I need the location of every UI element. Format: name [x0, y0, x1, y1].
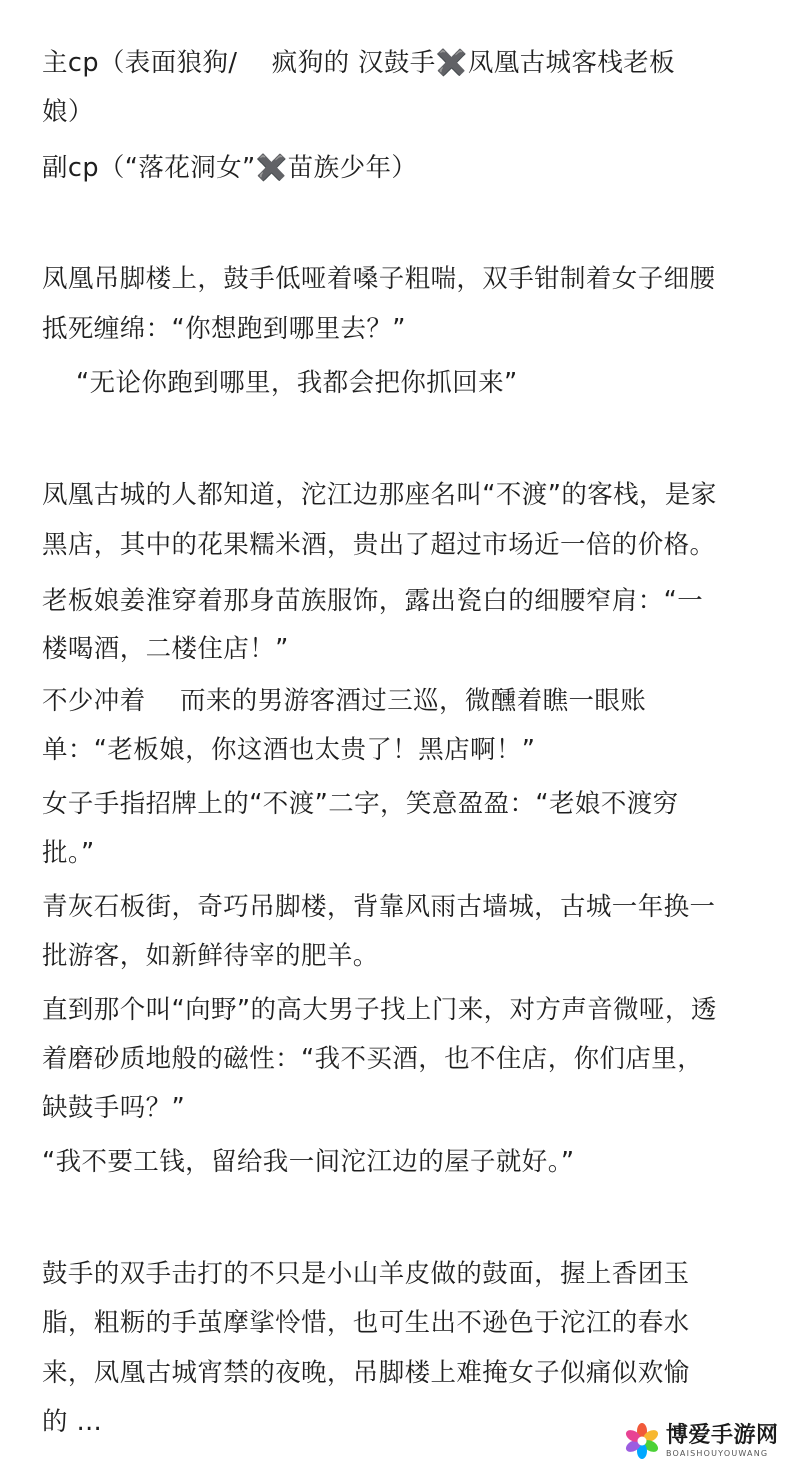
watermark-subtitle: BOAISHOUYOUWANG — [666, 1448, 769, 1458]
text-line: 单：“老板娘，你这酒也太贵了！黑店啊！” — [42, 735, 536, 765]
text-line: 缺鼓手吗？” — [42, 1093, 186, 1123]
text-line: 主cp（表面狼狗/ 疯狗的 汉鼓手✖️凤凰古城客栈老板 — [42, 48, 676, 78]
text-line: 不少冲着 而来的男游客酒过三巡，微醺着瞧一眼账 — [42, 686, 647, 716]
text-line: 直到那个叫“向野”的高大男子找上门来，对方声音微哑，透 — [42, 995, 717, 1025]
site-watermark — [624, 1418, 788, 1464]
text-line: 抵死缠绵：“你想跑到哪里去？” — [42, 314, 406, 344]
text-line: 凤凰吊脚楼上，鼓手低哑着嗓子粗喘，双手钳制着女子细腰 — [42, 264, 716, 294]
text-line: 凤凰古城的人都知道，沱江边那座名叫“不渡”的客栈，是家 — [42, 480, 717, 510]
text-line: 鼓手的双手击打的不只是小山羊皮做的鼓面，握上香团玉 — [42, 1259, 690, 1289]
text-line: 副cp（“落花洞女”✖️苗族少年） — [42, 153, 418, 183]
text-line: “无论你跑到哪里，我都会把你抓回来” — [76, 368, 518, 398]
text-line: 老板娘姜淮穿着那身苗族服饰，露出瓷白的细腰窄肩：“一 — [42, 586, 704, 616]
text-line: 青灰石板街，奇巧吊脚楼，背靠风雨古墙城，古城一年换一 — [42, 892, 716, 922]
text-line: 女子手指招牌上的“不渡”二字，笑意盈盈：“老娘不渡穷 — [42, 789, 679, 819]
text-line: 娘） — [42, 97, 94, 127]
text-line: 批游客，如新鲜待宰的肥羊。 — [42, 941, 379, 971]
text-line: 的 … — [42, 1407, 103, 1437]
flower-logo-icon — [624, 1423, 660, 1459]
text-line: 楼喝酒，二楼住店！” — [42, 634, 289, 664]
text-line: 黑店，其中的花果糯米酒，贵出了超过市场近一倍的价格。 — [42, 530, 716, 560]
watermark-title: 博爱手游网 — [666, 1422, 779, 1448]
text-line: 着磨砂质地般的磁性：“我不买酒，也不住店，你们店里， — [42, 1044, 704, 1074]
text-line: 批。” — [42, 838, 95, 868]
text-line: 来，凤凰古城宵禁的夜晚，吊脚楼上难掩女子似痛似欢愉 — [42, 1358, 690, 1388]
text-line: “我不要工钱，留给我一间沱江边的屋子就好。” — [42, 1147, 575, 1177]
text-line: 脂，粗粝的手茧摩挲怜惜，也可生出不逊色于沱江的春水 — [42, 1308, 690, 1338]
